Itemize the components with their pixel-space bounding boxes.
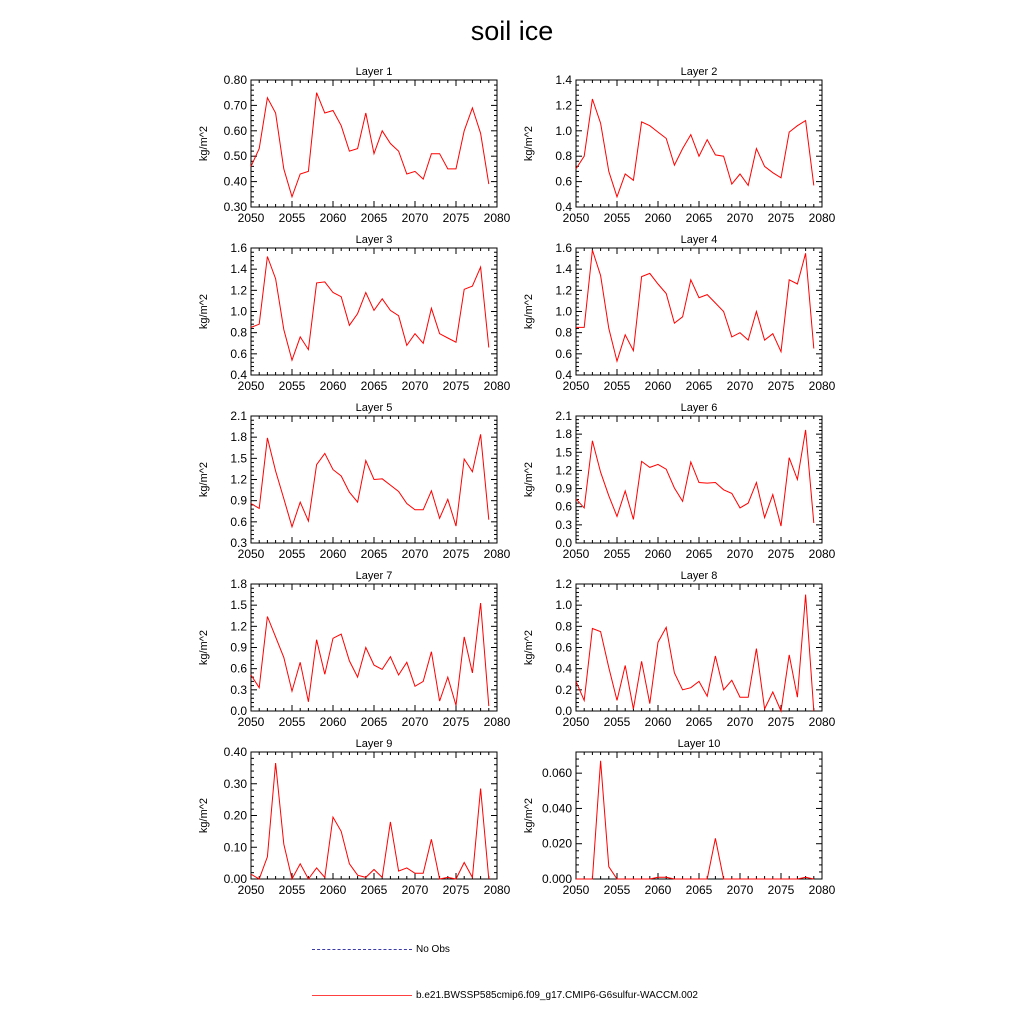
y-tick-label: 0.060 (541, 766, 572, 781)
y-tick-label: 0.4 (555, 368, 572, 382)
y-tick-label: 1.0 (230, 304, 247, 319)
x-tick-label: 2070 (401, 547, 429, 561)
y-tick-label: 1.8 (230, 577, 247, 591)
y-tick-label: 0.4 (555, 661, 572, 676)
x-tick-label: 2050 (562, 547, 590, 561)
x-tick-label: 2080 (808, 883, 836, 897)
y-axis-label: kg/m^2 (198, 461, 210, 498)
y-tick-label: 2.1 (555, 409, 572, 423)
y-tick-label: 1.2 (230, 283, 247, 298)
y-tick-label: 1.0 (555, 598, 572, 613)
x-tick-label: 2050 (237, 883, 265, 897)
y-tick-label: 1.5 (555, 445, 572, 460)
y-tick-label: 1.2 (555, 283, 572, 298)
panel-1 (198, 66, 511, 225)
panel-title: Layer 1 (355, 66, 393, 78)
x-tick-label: 2050 (237, 547, 265, 561)
x-tick-label: 2075 (767, 883, 795, 897)
y-tick-label: 0.40 (223, 745, 247, 759)
x-tick-label: 2075 (442, 211, 470, 225)
chart-title: soil ice (470, 16, 554, 46)
y-axis-label: kg/m^2 (523, 293, 535, 330)
x-tick-label: 2060 (644, 547, 672, 561)
panel-9 (198, 738, 511, 897)
y-tick-label: 1.0 (555, 304, 572, 319)
y-tick-label: 1.4 (230, 262, 247, 277)
y-tick-label: 0.30 (223, 200, 247, 214)
panel-title: Layer 4 (680, 234, 718, 246)
panel-title: Layer 9 (355, 738, 393, 750)
x-tick-label: 2050 (237, 211, 265, 225)
y-tick-label: 1.6 (555, 241, 572, 255)
panel-2 (523, 66, 836, 225)
x-tick-label: 2065 (685, 547, 713, 561)
x-tick-label: 2080 (808, 715, 836, 729)
x-tick-label: 2060 (319, 547, 347, 561)
y-tick-label: 0.6 (555, 346, 572, 361)
y-tick-label: 0.6 (230, 661, 247, 676)
y-tick-label: 0.9 (555, 481, 572, 496)
x-tick-label: 2070 (726, 211, 754, 225)
y-tick-label: 0.9 (230, 493, 247, 508)
y-axis-label: kg/m^2 (523, 797, 535, 834)
x-tick-label: 2065 (685, 883, 713, 897)
x-tick-label: 2070 (401, 883, 429, 897)
legend-obs-swatch (312, 949, 412, 950)
y-tick-label: 0.8 (555, 149, 572, 164)
plot-frame (576, 416, 822, 543)
y-tick-label: 1.2 (555, 577, 572, 591)
x-tick-label: 2055 (603, 547, 631, 561)
y-tick-label: 1.4 (555, 262, 572, 277)
panel-title: Layer 5 (355, 402, 393, 414)
panel-title: Layer 10 (677, 738, 721, 750)
panel-title: Layer 8 (680, 570, 718, 582)
x-tick-label: 2065 (360, 211, 388, 225)
series-line (251, 603, 489, 706)
y-tick-label: 1.4 (555, 73, 572, 87)
x-tick-label: 2065 (685, 211, 713, 225)
plot-frame (576, 584, 822, 711)
x-tick-label: 2055 (278, 883, 306, 897)
x-tick-label: 2050 (562, 379, 590, 393)
x-tick-label: 2060 (644, 211, 672, 225)
plot-frame (251, 248, 497, 375)
y-tick-label: 0.8 (555, 325, 572, 340)
legend-obs-label: No Obs (416, 944, 450, 955)
x-tick-label: 2070 (401, 379, 429, 393)
y-tick-label: 0.4 (555, 200, 572, 214)
y-axis-label: kg/m^2 (198, 293, 210, 330)
panel-4 (523, 234, 836, 393)
y-tick-label: 2.1 (230, 409, 247, 423)
x-tick-label: 2080 (483, 211, 511, 225)
x-tick-label: 2060 (319, 715, 347, 729)
x-tick-label: 2070 (726, 715, 754, 729)
y-tick-label: 0.70 (223, 98, 247, 113)
plot-frame (576, 80, 822, 207)
x-tick-label: 2055 (603, 883, 631, 897)
y-tick-label: 0.9 (230, 640, 247, 655)
x-tick-label: 2060 (644, 883, 672, 897)
x-tick-label: 2065 (360, 883, 388, 897)
x-tick-label: 2050 (237, 379, 265, 393)
y-tick-label: 0.3 (230, 682, 247, 697)
panel-title: Layer 3 (355, 234, 393, 246)
panel-title: Layer 7 (355, 570, 393, 582)
x-tick-label: 2055 (278, 211, 306, 225)
y-tick-label: 0.3 (230, 536, 247, 550)
y-tick-label: 0.50 (223, 149, 247, 164)
y-tick-label: 0.0 (555, 536, 572, 550)
x-tick-label: 2055 (278, 379, 306, 393)
x-tick-label: 2070 (726, 547, 754, 561)
plot-frame (576, 752, 822, 879)
y-tick-label: 0.40 (223, 174, 247, 189)
x-tick-label: 2065 (360, 379, 388, 393)
x-tick-label: 2075 (767, 379, 795, 393)
y-tick-label: 0.2 (555, 682, 572, 697)
panel-5 (198, 402, 511, 561)
y-tick-label: 1.8 (230, 430, 247, 445)
y-tick-label: 0.000 (541, 872, 572, 886)
y-axis-label: kg/m^2 (523, 629, 535, 666)
series-line (576, 761, 814, 879)
panel-7 (198, 570, 511, 729)
x-tick-label: 2075 (442, 715, 470, 729)
x-tick-label: 2080 (483, 715, 511, 729)
plot-frame (251, 584, 497, 711)
y-tick-label: 1.2 (555, 463, 572, 478)
x-tick-label: 2075 (442, 379, 470, 393)
x-tick-label: 2055 (278, 715, 306, 729)
y-axis-label: kg/m^2 (198, 125, 210, 162)
y-axis-label: kg/m^2 (523, 125, 535, 162)
y-tick-label: 0.6 (230, 514, 247, 529)
x-tick-label: 2060 (644, 379, 672, 393)
x-tick-label: 2070 (726, 883, 754, 897)
panel-3 (198, 234, 511, 393)
x-tick-label: 2080 (808, 547, 836, 561)
y-tick-label: 0.6 (555, 640, 572, 655)
y-tick-label: 0.20 (223, 808, 247, 823)
y-tick-label: 1.2 (230, 619, 247, 634)
series-line (576, 595, 814, 711)
x-tick-label: 2050 (562, 211, 590, 225)
x-tick-label: 2080 (808, 211, 836, 225)
x-tick-label: 2075 (767, 547, 795, 561)
legend-model (312, 990, 698, 1001)
x-tick-label: 2065 (360, 547, 388, 561)
x-tick-label: 2060 (319, 211, 347, 225)
y-tick-label: 0.80 (223, 73, 247, 87)
panel-10 (523, 738, 836, 897)
panel-6 (523, 402, 836, 561)
x-tick-label: 2065 (360, 715, 388, 729)
y-tick-label: 1.0 (555, 123, 572, 138)
y-tick-label: 1.2 (555, 98, 572, 113)
y-axis-label: kg/m^2 (198, 797, 210, 834)
x-tick-label: 2070 (401, 715, 429, 729)
y-tick-label: 0.4 (230, 368, 247, 382)
y-tick-label: 0.0 (555, 704, 572, 718)
y-tick-label: 0.6 (230, 346, 247, 361)
y-tick-label: 1.8 (555, 427, 572, 442)
x-tick-label: 2055 (603, 211, 631, 225)
x-tick-label: 2080 (483, 883, 511, 897)
x-tick-label: 2060 (644, 715, 672, 729)
series-line (251, 257, 489, 361)
series-line (251, 434, 489, 527)
series-line (576, 250, 814, 361)
panel-title: Layer 6 (680, 402, 718, 414)
y-tick-label: 1.5 (230, 598, 247, 613)
x-tick-label: 2075 (442, 883, 470, 897)
series-line (251, 763, 489, 879)
y-tick-label: 1.5 (230, 451, 247, 466)
x-tick-label: 2080 (483, 379, 511, 393)
series-line (576, 99, 814, 197)
y-tick-label: 1.2 (230, 472, 247, 487)
x-tick-label: 2050 (562, 883, 590, 897)
y-tick-label: 0.0 (230, 704, 247, 718)
x-tick-label: 2060 (319, 883, 347, 897)
x-tick-label: 2060 (319, 379, 347, 393)
series-line (576, 430, 814, 526)
y-tick-label: 1.6 (230, 241, 247, 255)
y-tick-label: 0.60 (223, 123, 247, 138)
x-tick-label: 2070 (401, 211, 429, 225)
y-axis-label: kg/m^2 (198, 629, 210, 666)
x-tick-label: 2070 (726, 379, 754, 393)
x-tick-label: 2055 (603, 379, 631, 393)
y-tick-label: 0.30 (223, 776, 247, 791)
y-axis-label: kg/m^2 (523, 461, 535, 498)
y-tick-label: 0.8 (555, 619, 572, 634)
y-tick-label: 0.10 (223, 840, 247, 855)
series-line (251, 93, 489, 197)
legend-obs (312, 944, 450, 955)
y-tick-label: 0.00 (223, 872, 247, 886)
y-tick-label: 0.8 (230, 325, 247, 340)
x-tick-label: 2075 (767, 211, 795, 225)
y-tick-label: 0.6 (555, 499, 572, 514)
plot-frame (251, 80, 497, 207)
y-tick-label: 0.040 (541, 801, 572, 816)
panel-8 (523, 570, 836, 729)
x-tick-label: 2075 (442, 547, 470, 561)
y-tick-label: 0.6 (555, 174, 572, 189)
legend-model-label: b.e21.BWSSP585cmip6.f09_g17.CMIP6-G6sulfur-WACCM.002 (416, 990, 698, 1001)
legend-model-swatch (312, 995, 412, 996)
y-tick-label: 0.3 (555, 517, 572, 532)
x-tick-label: 2080 (808, 379, 836, 393)
x-tick-label: 2055 (603, 715, 631, 729)
x-tick-label: 2055 (278, 547, 306, 561)
x-tick-label: 2050 (237, 715, 265, 729)
y-tick-label: 0.020 (541, 836, 572, 851)
x-tick-label: 2065 (685, 715, 713, 729)
panel-title: Layer 2 (680, 66, 718, 78)
x-tick-label: 2080 (483, 547, 511, 561)
x-tick-label: 2065 (685, 379, 713, 393)
x-tick-label: 2050 (562, 715, 590, 729)
x-tick-label: 2075 (767, 715, 795, 729)
